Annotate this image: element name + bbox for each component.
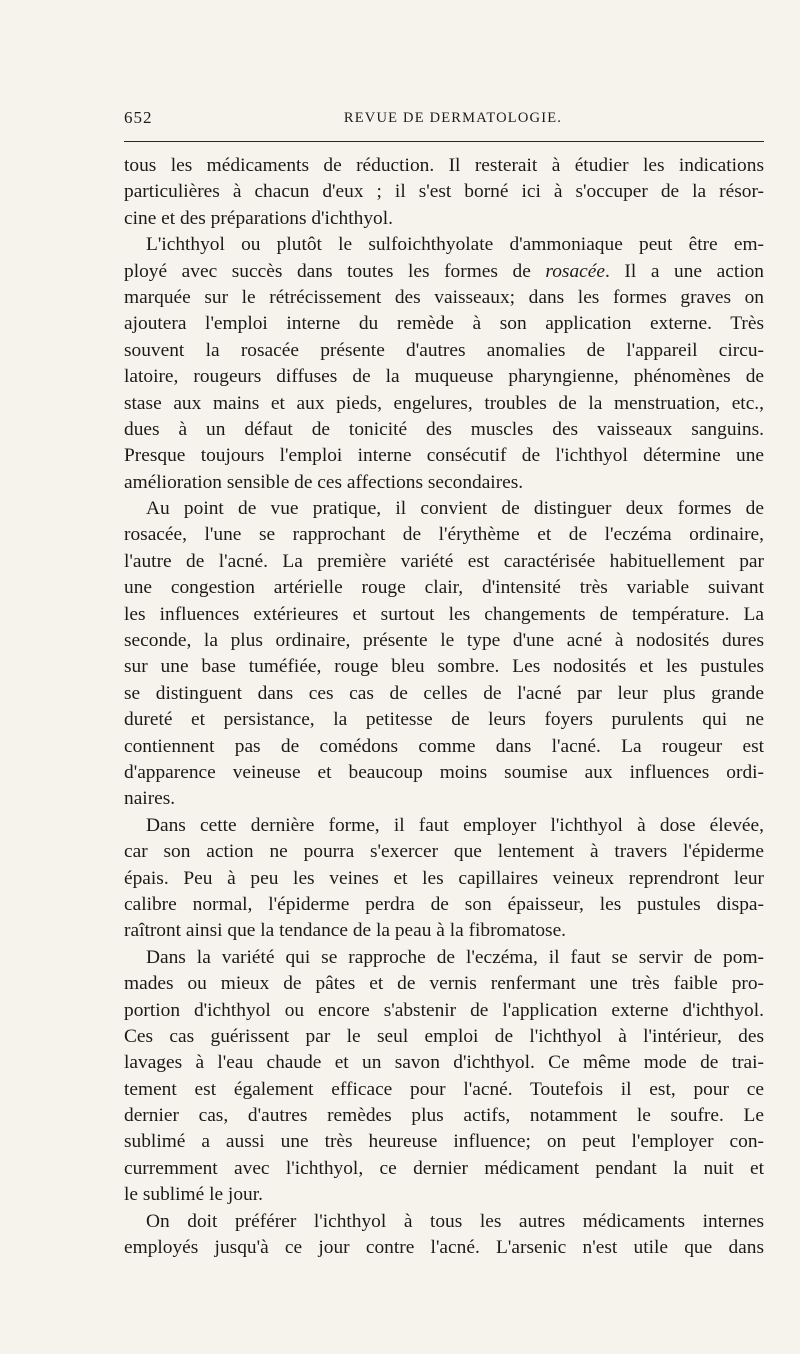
text-line: sur une base tuméfiée, rouge bleu sombre. Les nodosités et les pustules	[124, 656, 764, 678]
text-line: Dans cette dernière forme, il faut employer l'ichthyol à dose élevée,	[146, 814, 764, 836]
text-line: Ces cas guérissent par le seul emploi de l'ichthyol à l'intérieur, des	[124, 1025, 764, 1047]
text-line: Presque toujours l'emploi interne consécutif de l'ichthyol détermine une	[124, 445, 764, 467]
text-line: latoire, rougeurs diffuses de la muqueuse pharyngienne, phénomènes de	[124, 366, 764, 388]
text-line: ajoutera l'emploi interne du remède à son application externe. Très	[124, 313, 764, 335]
text-line: sublimé a aussi une très heureuse influence; on peut l'employer con-	[124, 1131, 764, 1153]
text-line: lavages à l'eau chaude et un savon d'ichthyol. Ce même mode de trai-	[124, 1052, 764, 1074]
text-line: Dans la variété qui se rapproche de l'eczéma, il faut se servir de pom-	[146, 946, 764, 968]
text-line: portion d'ichthyol ou encore s'abstenir de l'application externe d'ichthyol.	[124, 999, 764, 1021]
text-segment: . Il a une action	[605, 260, 764, 282]
text-line: naires.	[124, 788, 176, 810]
text-line	[124, 259, 764, 285]
page-number: 652	[124, 108, 153, 127]
text-line: le sublimé le jour.	[124, 1184, 263, 1206]
text-line: calibre normal, l'épiderme perdra de son épaisseur, les pustules dispa-	[124, 893, 764, 915]
text-line: rosacée, l'une se rapprochant de l'érythème et de l'eczéma ordinaire,	[124, 524, 764, 546]
running-head	[124, 102, 764, 132]
text-line: stase aux mains et aux pieds, engelures, troubles de la menstruation, etc.,	[124, 392, 764, 414]
text-line: d'apparence veineuse et beaucoup moins soumise aux influences ordi-	[124, 761, 764, 783]
text-line: se distinguent dans ces cas de celles de l'acné par leur plus grande	[124, 682, 764, 704]
text-line: particulières à chacun d'eux ; il s'est borné ici à s'occuper de la résor-	[124, 181, 764, 203]
text-line: dureté et persistance, la petitesse de leurs foyers purulents qui ne	[124, 709, 764, 731]
text-line: marquée sur le rétrécissement des vaisseaux; dans les formes graves on	[124, 286, 764, 308]
text-line: seconde, la plus ordinaire, présente le type d'une acné à nodosités dures	[124, 630, 764, 652]
text-line: car son action ne pourra s'exercer que lentement à travers l'épiderme	[124, 841, 764, 863]
text-line: dernier cas, d'autres remèdes plus actifs, notamment le soufre. Le	[124, 1105, 764, 1127]
text-line: tement est également efficace pour l'acné. Toutefois il est, pour ce	[124, 1078, 764, 1100]
text-line: raîtront ainsi que la tendance de la peau à la fibromatose.	[124, 920, 567, 942]
journal-title: REVUE DE DERMATOLOGIE.	[343, 110, 563, 126]
text-line: une congestion artérielle rouge clair, d'intensité très variable suivant	[124, 577, 764, 599]
text-line: On doit préférer l'ichthyol à tous les autres médicaments internes	[146, 1210, 764, 1232]
text-segment: ployé avec succès dans toutes les formes de	[124, 260, 546, 282]
text-line: cine et des préparations d'ichthyol.	[124, 207, 393, 229]
text-line: tous les médicaments de réduction. Il resterait à étudier les indications	[124, 155, 764, 176]
header-rule	[124, 141, 764, 142]
text-line: amélioration sensible de ces affections secondaires.	[124, 471, 524, 493]
text-line: dues à un défaut de tonicité des muscles des vaisseaux sanguins.	[124, 418, 764, 440]
text-line: épais. Peu à peu les veines et les capillaires veineux reprendront leur	[124, 867, 764, 889]
text-line: mades ou mieux de pâtes et de vernis renfermant une très faible pro-	[124, 973, 764, 995]
body-text	[124, 153, 764, 1261]
text-line: contiennent pas de comédons comme dans l'acné. La rougeur est	[124, 735, 764, 757]
italic-term-rosacee: rosacée	[545, 260, 605, 282]
text-line: curremment avec l'ichthyol, ce dernier médicament pendant la nuit et	[124, 1157, 764, 1179]
text-line: Au point de vue pratique, il convient de distinguer deux formes de	[146, 498, 764, 520]
text-line: les influences extérieures et surtout les changements de température. La	[124, 603, 764, 625]
text-line: employés jusqu'à ce jour contre l'acné. L'arsenic n'est utile que dans	[124, 1237, 764, 1259]
text-line: L'ichthyol ou plutôt le sulfoichthyolate d'ammoniaque peut être em-	[146, 234, 764, 256]
text-line: souvent la rosacée présente d'autres anomalies de l'appareil circu-	[124, 339, 764, 361]
text-line: l'autre de l'acné. La première variété est caractérisée habituellement par	[124, 550, 764, 572]
